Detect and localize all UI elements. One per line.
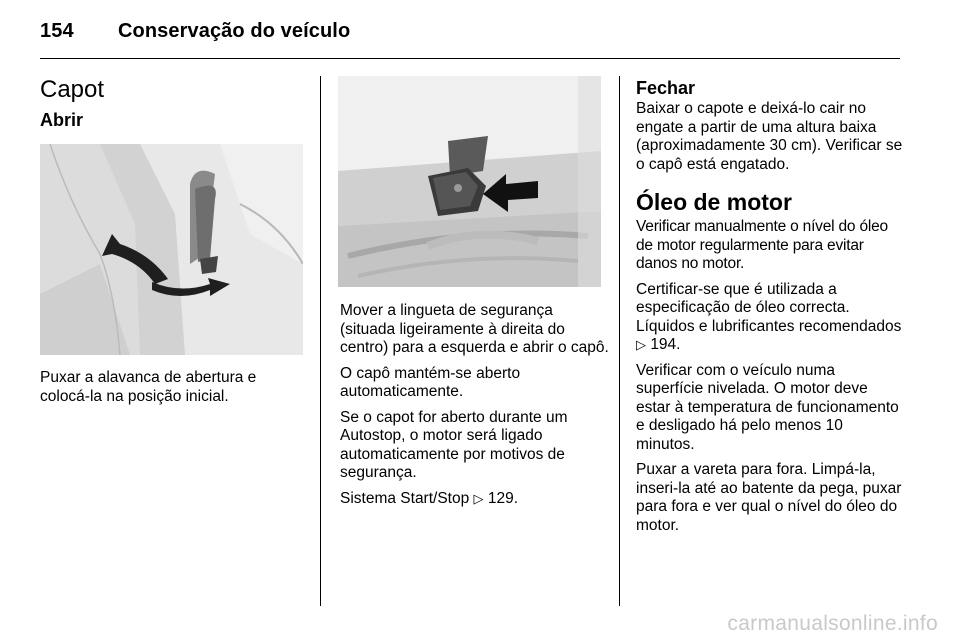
page-number: 154	[40, 20, 74, 42]
watermark: carmanualsonline.info	[727, 612, 938, 635]
caption-release-lever: Puxar a alavanca de abertura e colocá-la na posição inicial.	[40, 369, 257, 405]
left-caption	[40, 369, 310, 413]
middle-column-text	[340, 302, 610, 515]
paragraph-start-stop-xref	[340, 490, 610, 509]
paragraph-dipstick: Puxar a vareta para fora. Limpá-la, inseri-la até ao batente da pega, puxar para fora e ver qual o nível do óleo do motor.	[636, 461, 902, 534]
subheading-abrir: Abrir	[40, 110, 84, 130]
heading-oleo-motor: Óleo de motor	[636, 189, 792, 215]
page-reference-icon: ▷	[473, 490, 484, 506]
left-column	[40, 76, 306, 131]
right-column	[636, 78, 904, 542]
paragraph-autostop: Se o capot for aberto durante um Autostop, o motor será ligado automaticamente por motivos de segurança.	[340, 408, 568, 481]
xref-start-stop-page[interactable]: 129.	[487, 489, 519, 507]
page-reference-icon: ▷	[636, 337, 646, 352]
paragraph-oil-spec	[636, 281, 904, 355]
paragraph-level-surface: Verificar com o veículo numa superfície nivelada. O motor deve estar à temperatura de funcionamento e desligado há pelo menos 10 minutos.	[636, 361, 899, 453]
xref-start-stop-text: Sistema Start/Stop	[340, 489, 470, 507]
safety-catch-illustration	[338, 76, 601, 287]
section-title: Conservação do veículo	[118, 20, 351, 42]
figure-release-lever	[40, 144, 303, 355]
paragraph-move-catch: Mover a lingueta de segurança (situada ligeiramente à direita do centro) para a esquerda e abrir o capô.	[340, 302, 609, 356]
column-divider-1	[320, 76, 321, 606]
paragraph-close-bonnet: Baixar o capote e deixá-lo cair no engate a partir de uma altura baixa (aproximadamente 30 cm). Verificar se o capô está engatado.	[636, 100, 903, 173]
oil-spec-text: Certificar-se que é utilizada a especificação de óleo correcta. Líquidos e lubrificantes recomendados	[636, 280, 902, 335]
paragraph-check-oil: Verificar manualmente o nível do óleo de motor regularmente para evitar danos no motor.	[636, 218, 888, 272]
header-rule	[40, 58, 900, 59]
heading-capot: Capot	[40, 76, 105, 103]
page-header	[40, 20, 350, 43]
oil-spec-page[interactable]: 194.	[650, 336, 681, 353]
figure-safety-catch	[338, 76, 601, 287]
paragraph-bonnet-stays-open: O capô mantém-se aberto automaticamente.	[340, 364, 521, 400]
release-lever-illustration	[40, 144, 303, 355]
column-divider-2	[619, 76, 620, 606]
heading-fechar: Fechar	[636, 78, 696, 98]
